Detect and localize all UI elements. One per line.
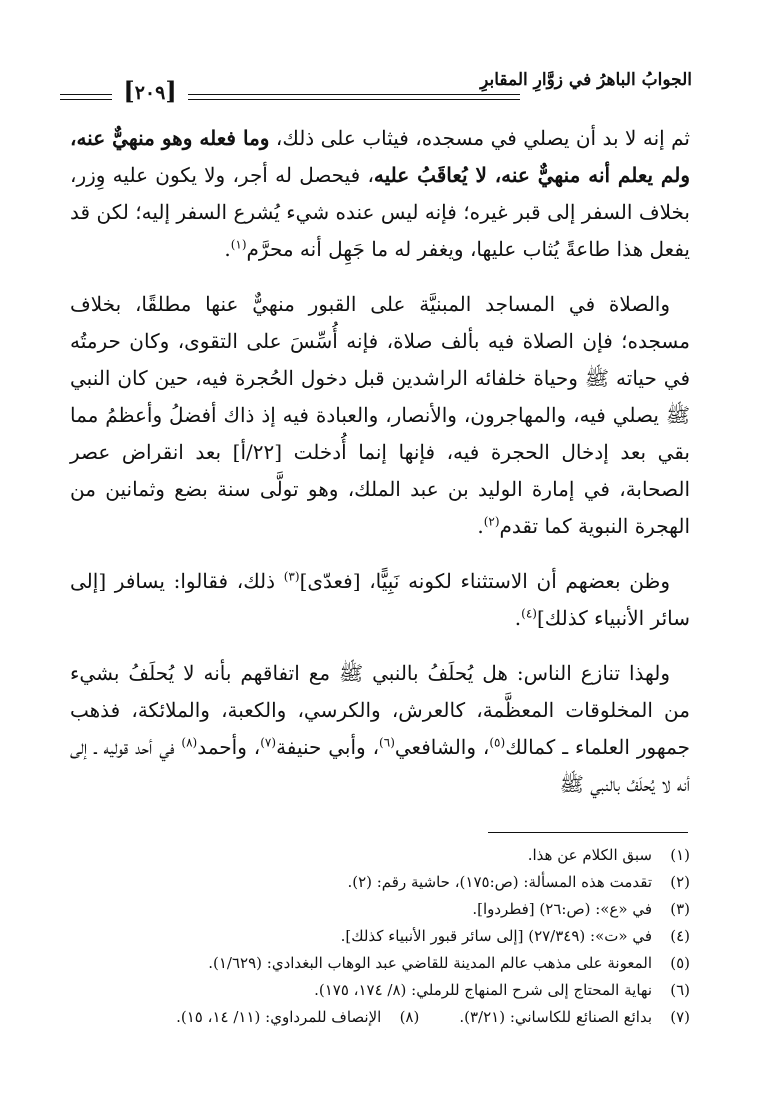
text-run: .: [477, 514, 484, 538]
footnote-number: (٥): [670, 954, 690, 972]
footnote-text: المعونة على مذهب عالم المدينة للقاضي عبد الوهاب البغدادي: (١/٦٢٩).: [208, 954, 652, 972]
footnote-ref: (١): [230, 237, 247, 252]
footnote: [70, 950, 690, 977]
footnote: [70, 896, 690, 923]
footnote-ref: (٤): [521, 606, 537, 621]
text-run: ثم إنه لا بد أن يصلي في مسجده، فيثاب على ذلك،: [269, 126, 690, 150]
footnote-number: (٧): [670, 1008, 690, 1026]
footnote-number: (٤): [670, 927, 690, 945]
text-run: .: [514, 606, 522, 630]
text-run: والصلاة في المساجد المبنيَّة على القبور منهيٌّ عنها مطلقًا، بخلاف مسجده؛ فإن الصلاة فيه بألف صلاة، فإنه أُسِّسَ على التقوى، وكان حرمتُه في حياته ﷺ وحياة خلفائه الراشدين قبل دخول الحُجرة فيه، حين كان النبي ﷺ يصلي فيه، والمهاجرون، والأنصار، والعبادة فيه إذ ذاك أفضلُ وأعظمُ مما بقي بعد إدخال الحجرة فيه، فإنها إنما أُدخلت [٢٢/أ] بعد انقراض عصر الصحابة، في إمارة الوليد بن عبد الملك، وهو تولَّى سنة بضع وثمانين من الهجرة النبوية كما تقدم: [70, 292, 690, 538]
footnote-ref: (٢): [483, 514, 500, 529]
footnote-number: (٢): [670, 873, 690, 891]
main-text: [70, 120, 690, 821]
footnote-text: تقدمت هذه المسألة: (ص:١٧٥)، حاشية رقم: (٢).: [347, 873, 652, 891]
footnote-ref: (٥): [489, 735, 506, 750]
text-run: ، والشافعي: [394, 735, 490, 759]
running-header: [60, 68, 692, 108]
paragraph: [70, 563, 690, 637]
footnote-text: نهاية المحتاج إلى شرح المنهاج للرملي: (٨/ ١٧٤، ١٧٥).: [314, 981, 652, 999]
footnote-number: (٦): [670, 981, 690, 999]
footnote-number: (٣): [670, 900, 690, 918]
paragraph: [70, 120, 690, 268]
page-number: [٢٠٩]: [112, 76, 188, 106]
footnote-number: (٨): [399, 1008, 420, 1026]
text-run: وظن بعضهم أن الاستثناء لكونه نَبِيًّا، [فعدّى]: [299, 569, 670, 593]
text-run: ، فيحصل له أجر، ولا يكون عليه وِزر، بخلاف السفر إلى قبر غيره؛ فإنه ليس عنده شيء يُشرع السفر إليه؛ لكن قد يفعل هذا طاعةً يُثاب عليها، ويغفر له ما جَهِل أنه محرَّم: [70, 163, 690, 261]
bold-text-run: وما فعله وهو منهيٌّ عنه، ولم يعلم أنه منهيٌّ عنه، لا يُعاقَبُ عليه: [70, 126, 690, 187]
footnote-text: بدائع الصنائع للكاساني: (٣/٢١).: [459, 1008, 652, 1026]
header-rule: [60, 76, 520, 106]
footnote-separator: [488, 832, 688, 833]
footnote-ref: (٧): [260, 735, 277, 750]
footnotes: [70, 842, 690, 1031]
footnote-text: الإنصاف للمرداوي: (١١/ ١٤، ١٥).: [176, 1008, 382, 1026]
text-run: .: [224, 237, 231, 261]
footnote-text: في «ع»: (ص:٢٦) [فطردوا].: [472, 900, 652, 918]
paragraph: [70, 655, 690, 803]
paragraph: [70, 286, 690, 545]
text-run: ولهذا تنازع الناس: هل يُحلَفُ بالنبي ﷺ مع اتفاقهم بأنه لا يُحلَفُ بشيء من المخلوقات المعظَّمة، كالعرش، والكرسي، والكعبة، والملائكة، فذهب جمهور العلماء ـ كمالك: [70, 661, 690, 759]
footnote: [70, 977, 690, 1004]
footnote: [70, 923, 690, 950]
footnote: [70, 842, 690, 869]
footnote-number: (١): [670, 846, 690, 864]
text-run: ، وأبي حنيفة: [276, 735, 380, 759]
book-title: الجوابُ الباهرُ في زوَّارِ المقابرِ: [480, 70, 692, 90]
text-run: ، وأحمد: [197, 735, 261, 759]
footnote-text: في «ت»: (٢٧/٣٤٩) [إلى سائر قبور الأنبياء كذلك].: [340, 927, 652, 945]
footnote-text: سبق الكلام عن هذا.: [527, 846, 652, 864]
text-run: ذلك، فقالوا: يسافر [إلى سائر الأنبياء كذلك]: [70, 569, 690, 630]
footnote: [70, 869, 690, 896]
footnote-ref: (٣): [283, 569, 300, 584]
footnote-ref: (٦): [379, 735, 395, 750]
text-run: في أحد قوليه ـ إلى أنه لا يُحلَفُ بالنبي ﷺ: [70, 735, 690, 796]
footnote-ref: (٨): [181, 735, 198, 750]
page-number-value: ٢٠٩: [134, 82, 166, 104]
footnote: [70, 1004, 690, 1031]
